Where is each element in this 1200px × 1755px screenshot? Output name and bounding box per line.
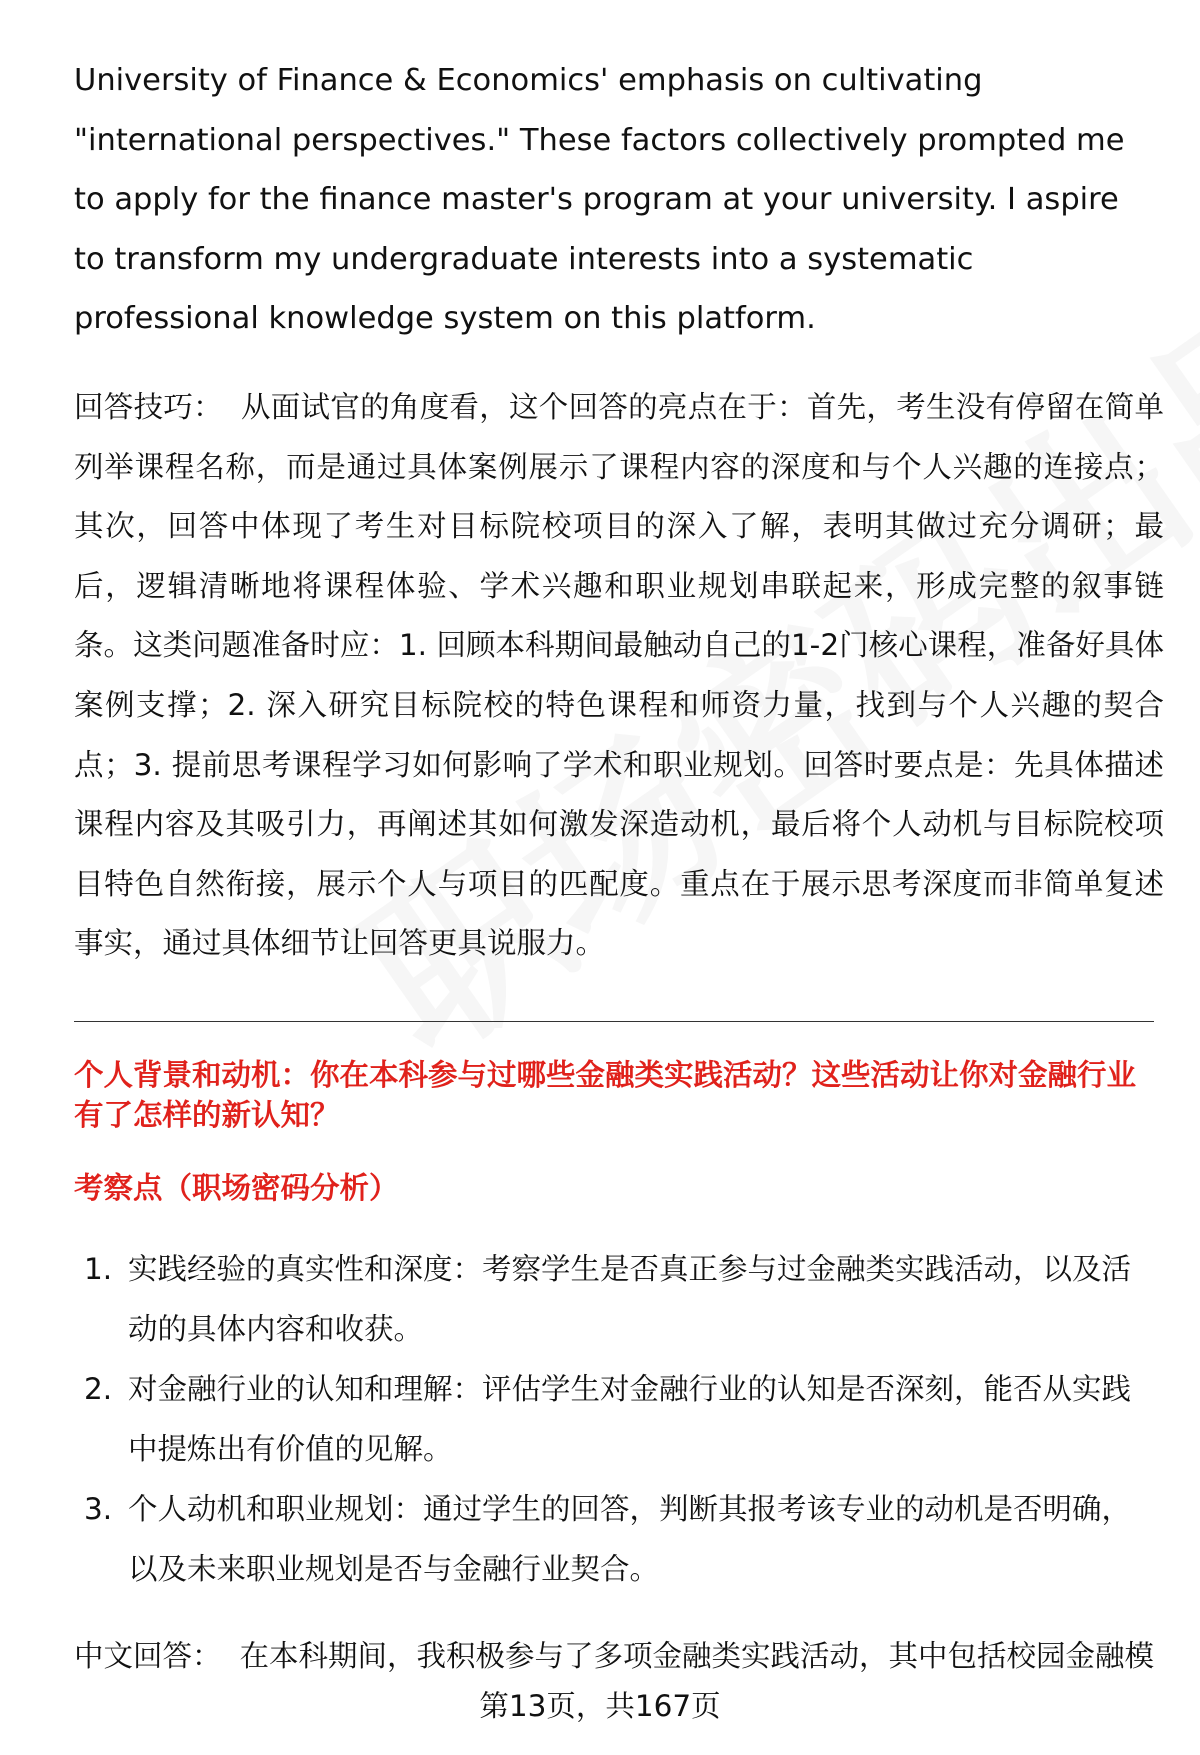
point-number: 2.	[84, 1372, 113, 1406]
assessment-points-list	[74, 1240, 1159, 1600]
section-divider	[74, 1021, 1154, 1022]
assessment-point	[74, 1240, 1159, 1359]
assessment-point	[74, 1480, 1159, 1599]
answer-tips-paragraph	[74, 378, 1164, 974]
assessment-point	[74, 1360, 1159, 1479]
answer-text: 在本科期间，我积极参与了多项金融类实践活动，其中包括校园金融模	[239, 1639, 1155, 1673]
tips-label: 回答技巧：	[74, 390, 223, 424]
point-text: 个人动机和职业规划：通过学生的回答，判断其报考该专业的动机是否明确，以及未来职业规划是否与金融行业契合。	[128, 1492, 1132, 1586]
point-number: 3.	[84, 1492, 113, 1526]
point-number: 1.	[84, 1252, 113, 1286]
question-heading: 个人背景和动机：你在本科参与过哪些金融类实践活动？这些活动让你对金融行业有了怎样的新认知？	[74, 1058, 1137, 1132]
tips-text: 从面试官的角度看，这个回答的亮点在于：首先，考生没有停留在简单列举课程名称，而是通过具体案例展示了课程内容的深度和与个人兴趣的连接点；其次，回答中体现了考生对目标院校项目的深入了解，表明其做过充分调研；最后，逻辑清晰地将课程体验、学术兴趣和职业规划串联起来，形成完整的叙事链条。这类问题准备时应：1. 回顾本科期间最触动自己的1-2门核心课程，准备好具体案例支撑；2. 深入研究目标院校的特色课程和师资力量，找到与个人兴趣的契合点；3. 提前思考课程学习如何影响了学术和职业规划。回答时要点是：先具体描述课程内容及其吸引力，再阐述其如何激发深造动机，最后将个人动机与目标院校项目特色自然衔接，展示个人与项目的匹配度。重点在于展示思考深度而非简单复述事实，通过具体细节让回答更具说服力。	[74, 390, 1164, 961]
point-text: 对金融行业的认知和理解：评估学生对金融行业的认知是否深刻，能否从实践中提炼出有价值的见解。	[128, 1372, 1132, 1466]
assessment-heading: 考察点（职场密码分析）	[74, 1171, 399, 1205]
answer-label: 中文回答：	[74, 1639, 222, 1673]
point-text: 实践经验的真实性和深度：考察学生是否真正参与过金融类实践活动，以及活动的具体内容和收获。	[128, 1252, 1132, 1346]
english-answer-paragraph: University of Finance & Economics' emphasis on cultivating "international perspectives." These factors collectively prompted me to apply for the finance master's program at your university. I aspire to transform my undergraduate interests into a systematic professional knowledge system on this platform.	[74, 63, 1125, 336]
page-number-footer: 第13页，共167页	[479, 1689, 721, 1723]
chinese-answer-paragraph	[74, 1636, 1164, 1676]
